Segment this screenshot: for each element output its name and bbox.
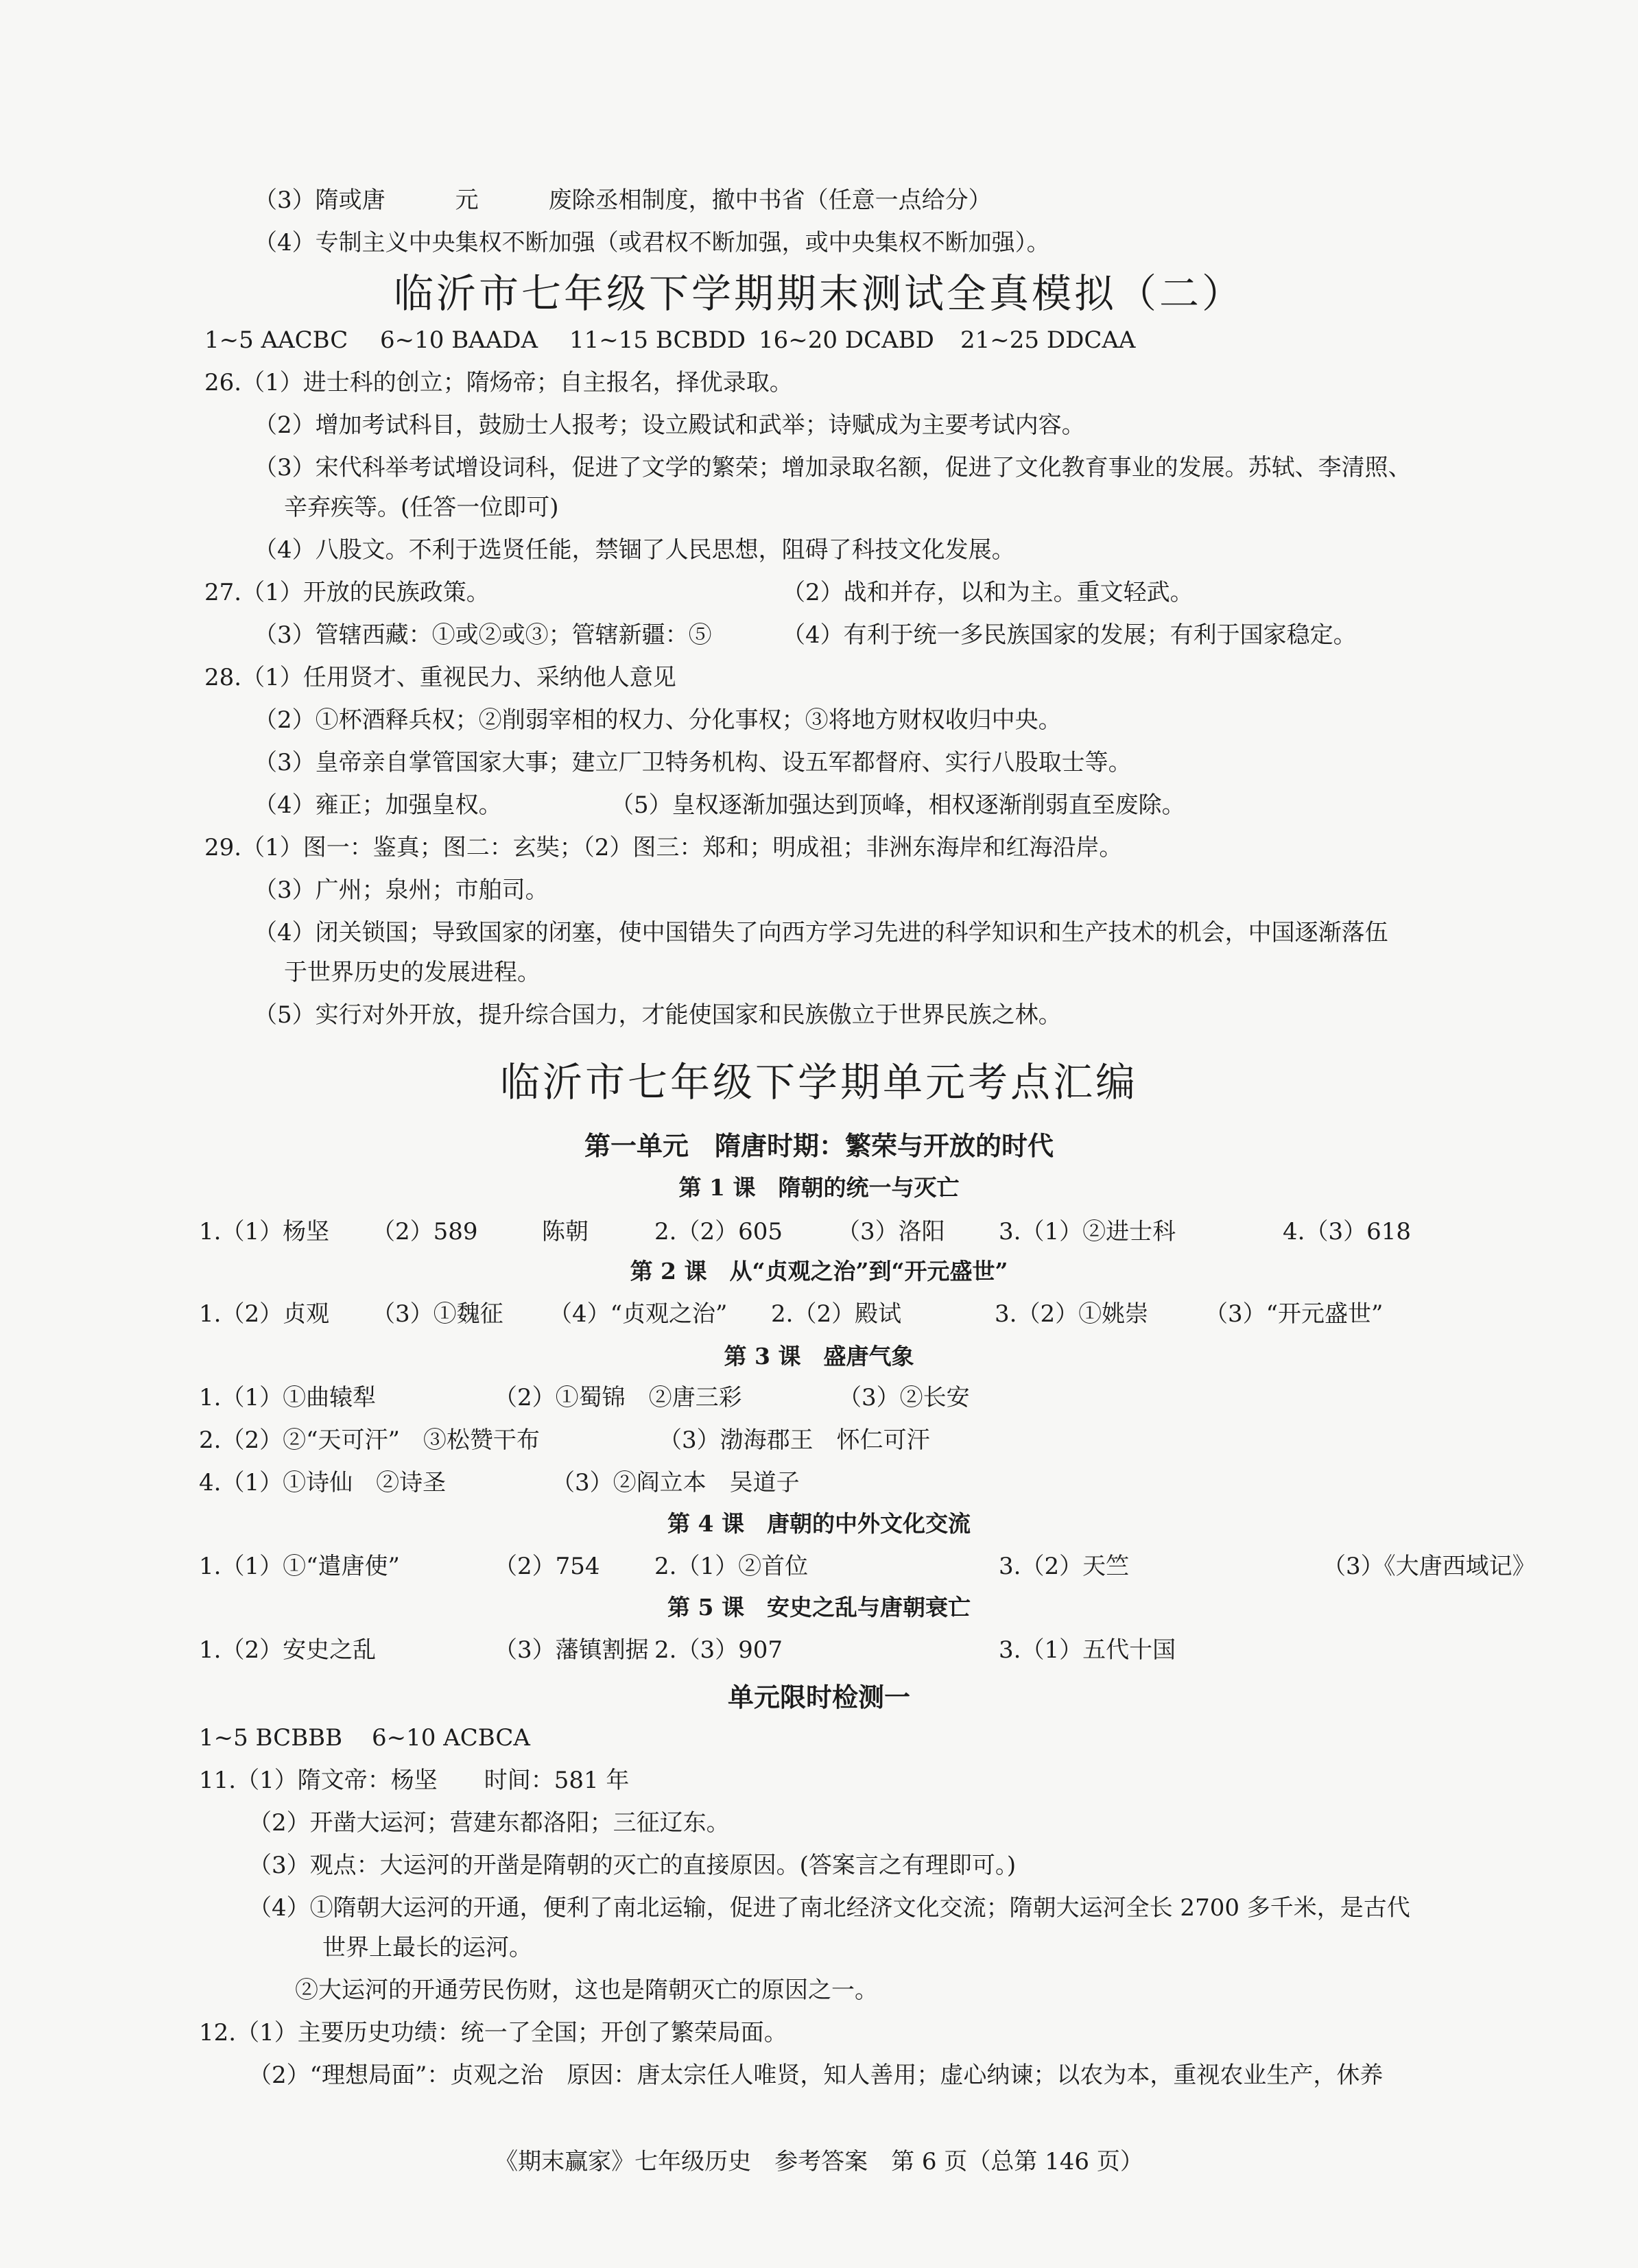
answer-line: 世界上最长的运河。 [322,1934,532,1961]
answer-line: （5）实行对外开放，提升综合国力，才能使国家和民族傲立于世界民族之林。 [254,1001,1062,1029]
answer-line: 26.（1）进士科的创立；隋炀帝；自主报名，择优录取。 [204,369,793,396]
answer-item: （2）589 [372,1218,478,1245]
lesson-answers-row [199,1468,1571,1498]
answer-item: （3）②长安 [838,1384,970,1411]
choice-answer-group: 16~20 DCABD [759,326,934,354]
answer-item: （3）《大唐西域记》 [1322,1553,1536,1580]
answer-line: （3）隋或唐 元 废除丞相制度，撤中书省（任意一点给分） [254,187,992,214]
answer-item: 陈朝 [542,1218,589,1245]
choice-answer-group: 6~10 ACBCA [372,1724,530,1752]
answer-item: （3）②阎立本 吴道子 [551,1469,800,1496]
answer-line: ②大运河的开通劳民伤财，这也是隋朝灭亡的原因之一。 [295,1977,878,2004]
answer-line: （4）①隋朝大运河的开通，便利了南北运输，促进了南北经济文化交流；隋朝大运河全长 2700 多千米，是古代 [248,1894,1410,1922]
choice-answer-group: 11~15 BCBDD [569,326,746,354]
lesson-heading: 第 5 课 安史之乱与唐朝衰亡 [667,1594,971,1621]
unit-heading: 第一单元 隋唐时期：繁荣与开放的时代 [584,1130,1054,1161]
answer-line: 29.（1）图一：鉴真；图二：玄奘；（2）图三：郑和；明成祖；非洲东海岸和红海沿岸。 [204,834,1123,861]
answer-line: （3）皇帝亲自掌管国家大事；建立厂卫特务机构、设五军都督府、实行八股取士等。 [254,749,1132,776]
answer-item: 1.（1）杨坚 [199,1218,330,1245]
answer-line: （4）雍正；加强皇权。 [254,791,502,819]
answer-line: （2）“理想局面”：贞观之治 原因：唐太宗任人唯贤，知人善用；虚心纳谏；以农为本，重视农业生产，休养 [248,2062,1384,2089]
answer-item: 2.（2）殿试 [771,1300,902,1328]
lesson-answers-row [199,1425,1571,1455]
answer-line: （3）观点：大运河的开凿是隋朝的灭亡的直接原因。(答案言之有理即可。) [248,1852,1017,1879]
answer-line: 28.（1）任用贤才、重视民力、采纳他人意见 [204,664,676,691]
answer-item: 4.（1）①诗仙 ②诗圣 [199,1469,447,1496]
answer-line: （2）战和并存，以和为主。重文轻武。 [782,579,1194,606]
lesson-heading: 第 1 课 隋朝的统一与灭亡 [678,1174,960,1201]
answer-item: （2）①蜀锦 ②唐三彩 [494,1384,742,1411]
lesson-heading: 第 3 课 盛唐气象 [724,1343,914,1370]
answer-item: 1.（1）①“遣唐使” [199,1553,400,1580]
lesson-answers-row [199,1383,1571,1413]
answer-line: （3）广州；泉州；市舶司。 [254,876,549,904]
answer-line: （3）宋代科举考试增设词科，促进了文学的繁荣；增加录取名额，促进了文化教育事业的发展。苏轼、李清照、 [254,454,1412,481]
lesson-heading: 第 2 课 从“贞观之治”到“开元盛世” [630,1258,1008,1285]
lesson-answers-row [199,1551,1571,1581]
answer-item: 2.（2）②“天可汗” ③松赞干布 [199,1427,540,1454]
lesson-answers-row [199,1299,1571,1329]
answer-item: 3.（2）①姚崇 [995,1300,1149,1328]
answer-line: （2）开凿大运河；营建东都洛阳；三征辽东。 [248,1809,730,1837]
answer-item: 4.（3）618 [1283,1218,1411,1245]
page-footer: 《期末赢家》七年级历史 参考答案 第 6 页（总第 146 页） [495,2148,1143,2175]
choice-answers-row [199,1723,1571,1753]
lesson-answers-row [199,1635,1571,1665]
answer-line: （4）八股文。不利于选贤任能，禁锢了人民思想，阻碍了科技文化发展。 [254,536,1015,564]
answer-item: 2.（3）907 [654,1636,783,1664]
answer-line: （2）增加考试科目，鼓励士人报考；设立殿试和武举；诗赋成为主要考试内容。 [254,411,1085,439]
answer-line: 12.（1）主要历史功绩：统一了全国；开创了繁荣局面。 [199,2019,787,2046]
answer-item: 1.（2）贞观 [199,1300,330,1328]
answer-line: （4）专制主义中央集权不断加强（或君权不断加强，或中央集权不断加强）。 [254,229,1050,256]
answer-item: （3）①魏征 [372,1300,503,1328]
lesson-answers-row [199,1217,1571,1247]
answer-item: 2.（1）②首位 [654,1553,809,1580]
choice-answers-row [204,325,1576,355]
answer-item: 1.（2）安史之乱 [199,1636,377,1664]
answer-item: 3.（1）②进士科 [999,1218,1176,1245]
answer-line: 辛弃疾等。(任答一位即可) [284,494,559,521]
answer-line: 于世界历史的发展进程。 [284,959,541,986]
answer-item: （3）洛阳 [837,1218,945,1245]
answer-item: （2）754 [494,1553,600,1580]
answer-item: （3）渤海郡王 怀仁可汗 [658,1427,930,1454]
unit-test-heading: 单元限时检测一 [727,1682,910,1712]
lesson-heading: 第 4 课 唐朝的中外文化交流 [667,1510,971,1537]
answer-line: （5）皇权逐渐加强达到顶峰，相权逐渐削弱直至废除。 [610,791,1185,819]
compilation-title: 临沂市七年级下学期单元考点汇编 [499,1059,1138,1106]
answer-line: （4）有利于统一多民族国家的发展；有利于国家稳定。 [782,621,1357,649]
answer-line: （2）①杯酒释兵权；②削弱宰相的权力、分化事权；③将地方财权收归中央。 [254,706,1062,734]
exam-title: 临沂市七年级下学期期末测试全真模拟（二） [393,270,1244,317]
answer-item: （3）“开元盛世” [1204,1300,1384,1328]
answer-item: （4）“贞观之治” [549,1300,728,1328]
answer-line: 27.（1）开放的民族政策。 [204,579,490,606]
answer-line: （4）闭关锁国；导致国家的闭塞，使中国错失了向西方学习先进的科学知识和生产技术的机会，中国逐渐落伍 [254,919,1388,946]
answer-item: （3）藩镇割据 [494,1636,649,1664]
answer-item: 2.（2）605 [654,1218,783,1245]
choice-answer-group: 21~25 DDCAA [960,326,1136,354]
answer-item: 1.（1）①曲辕犁 [199,1384,377,1411]
answer-line: 11.（1）隋文帝：杨坚 时间：581 年 [199,1767,630,1794]
answer-item: 3.（2）天竺 [999,1553,1130,1580]
choice-answer-group: 6~10 BAADA [380,326,538,354]
choice-answer-group: 1~5 BCBBB [199,1724,343,1752]
answer-line: （3）管辖西藏：①或②或③；管辖新疆：⑤ [254,621,712,649]
answer-item: 3.（1）五代十国 [999,1636,1176,1664]
choice-answer-group: 1~5 AACBC [204,326,348,354]
